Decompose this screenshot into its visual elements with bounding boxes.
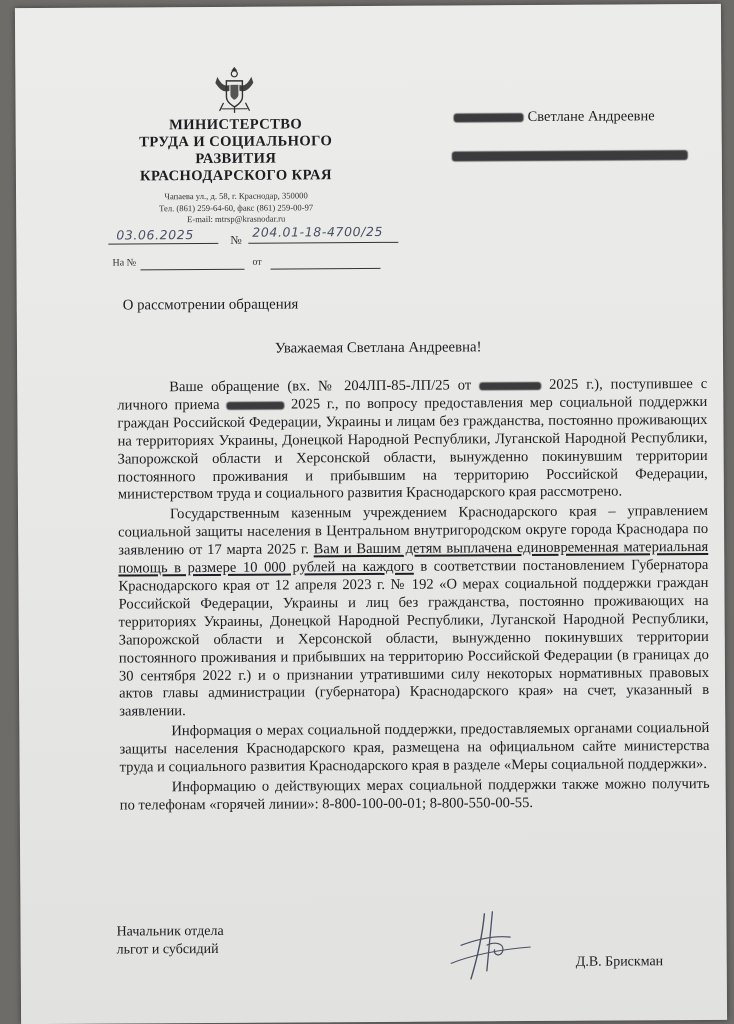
letter-body <box>117 376 710 815</box>
body-paragraph-1 <box>117 376 708 505</box>
ref-number-label: На № <box>112 257 137 269</box>
redacted-surname <box>454 113 524 122</box>
body-paragraph-2 <box>118 503 709 721</box>
ref-date-label: от <box>252 256 262 268</box>
ministry-line: КРАСНОДАРСКОГО КРАЯ <box>139 167 332 185</box>
addressee-name: Светлане Андреевне <box>527 108 655 126</box>
ministry-line: МИНИСТЕРСТВО <box>169 116 303 134</box>
position-line: льгот и субсидий <box>116 941 219 958</box>
letter-greeting: Уважаемая Светлана Андреевна! <box>274 339 482 357</box>
ministry-phone: Тел. (861) 259-64-60, факс (861) 259-00-97 <box>159 201 314 213</box>
signatory-name: Д.В. Брискман <box>575 954 664 970</box>
ref-date-line <box>270 268 380 270</box>
body-paragraph-3: Информация о мерах социальной поддержки, предоставляемых органами социальной защиты населения Краснодарского края, размещена на официальном сайте министерства труда и социального развития Краснодарского края в разделе «Меры социальной поддержки». <box>119 720 710 776</box>
number-sign: № <box>230 232 242 247</box>
signatory-position <box>116 923 223 960</box>
p2-text-b: в соответствии постановлением Губернатора Краснодарского края от 12 апреля 2023 г. № 192 «О мерах социальной поддержки граждан Российской Федерации, Украины и лиц без гражданства, постоянно проживающих на территориях Украины, Донецкой Народной Республики, Луганской Народной Республики, Запорожской области и Херсонской области, вынужденно покинувших территории постоянного проживания и прибывших на территорию Российской Федерации (в границах до 30 сентября 2022 г.) и о признании утратившими силу некоторых нормативных правовых актов главы администрации (губернатора) Краснодарского края» на счет, указанный в заявлении. <box>118 557 710 720</box>
p1-text-b: 2025 г.), поступившее с личного приема <box>117 375 708 414</box>
redacted-date <box>479 382 541 390</box>
ministry-name <box>116 116 356 185</box>
handwritten-signature-icon <box>430 905 540 986</box>
coat-of-arms-icon <box>211 63 257 115</box>
letter-subject: О рассмотрении обращения <box>122 296 299 314</box>
body-paragraph-4: Информацию о действующих мерах социальной поддержки также можно получить по телефонам «горячей линии»: 8-800-100-00-01; 8-800-550-00-55. <box>119 775 710 814</box>
ministry-line: РАЗВИТИЯ <box>195 150 277 168</box>
ministry-contacts <box>116 190 356 226</box>
underlined-payment-text: Вам и Вашим детям выплачена единовременная материальная помощь в размере 10 000 рублей на каждого <box>118 539 709 577</box>
ministry-line: ТРУДА И СОЦИАЛЬНОГО <box>139 133 333 151</box>
letter-sheet <box>15 4 727 1024</box>
p2-text-a: Государственным казенным учреждением Краснодарского края – управлением социальной защиты населения в Центральном внутригородском округе города Краснодара по заявлению от 17 марта 2025 г. <box>118 503 709 559</box>
ref-number-line <box>141 269 245 271</box>
ministry-address: Чапаева ул., д. 58, г. Краснодар, 350000 <box>164 190 308 202</box>
redacted-date <box>226 401 284 409</box>
position-line: Начальник отдела <box>116 923 224 940</box>
date-line <box>108 243 218 245</box>
p1-text-c: 2025 г., по вопросу предоставления мер социальной поддержки граждан Российской Федерации, Украины и лицам без гражданства, постоянно проживающих на территориях Украины, Донецкой Народной Республики, Луганской Народной Республики, Запорожской области и Херсонской области, вынужденно покинувшим территории постоянного проживания и прибывшим на территорию Российской Федерации, министерством труда и социального развития Краснодарского края рассмотрено. <box>117 393 708 503</box>
ministry-email: E-mail: mtrsp@krasnodar.ru <box>187 213 286 225</box>
letter-number: 204.01-18-4700/25 <box>252 223 384 240</box>
letter-date: 03.06.2025 <box>116 227 194 243</box>
p1-text-a: Ваше обращение (вх. № 204ЛП-85-ЛП/25 от <box>169 377 480 396</box>
redacted-address <box>452 150 688 161</box>
number-line <box>248 242 398 244</box>
